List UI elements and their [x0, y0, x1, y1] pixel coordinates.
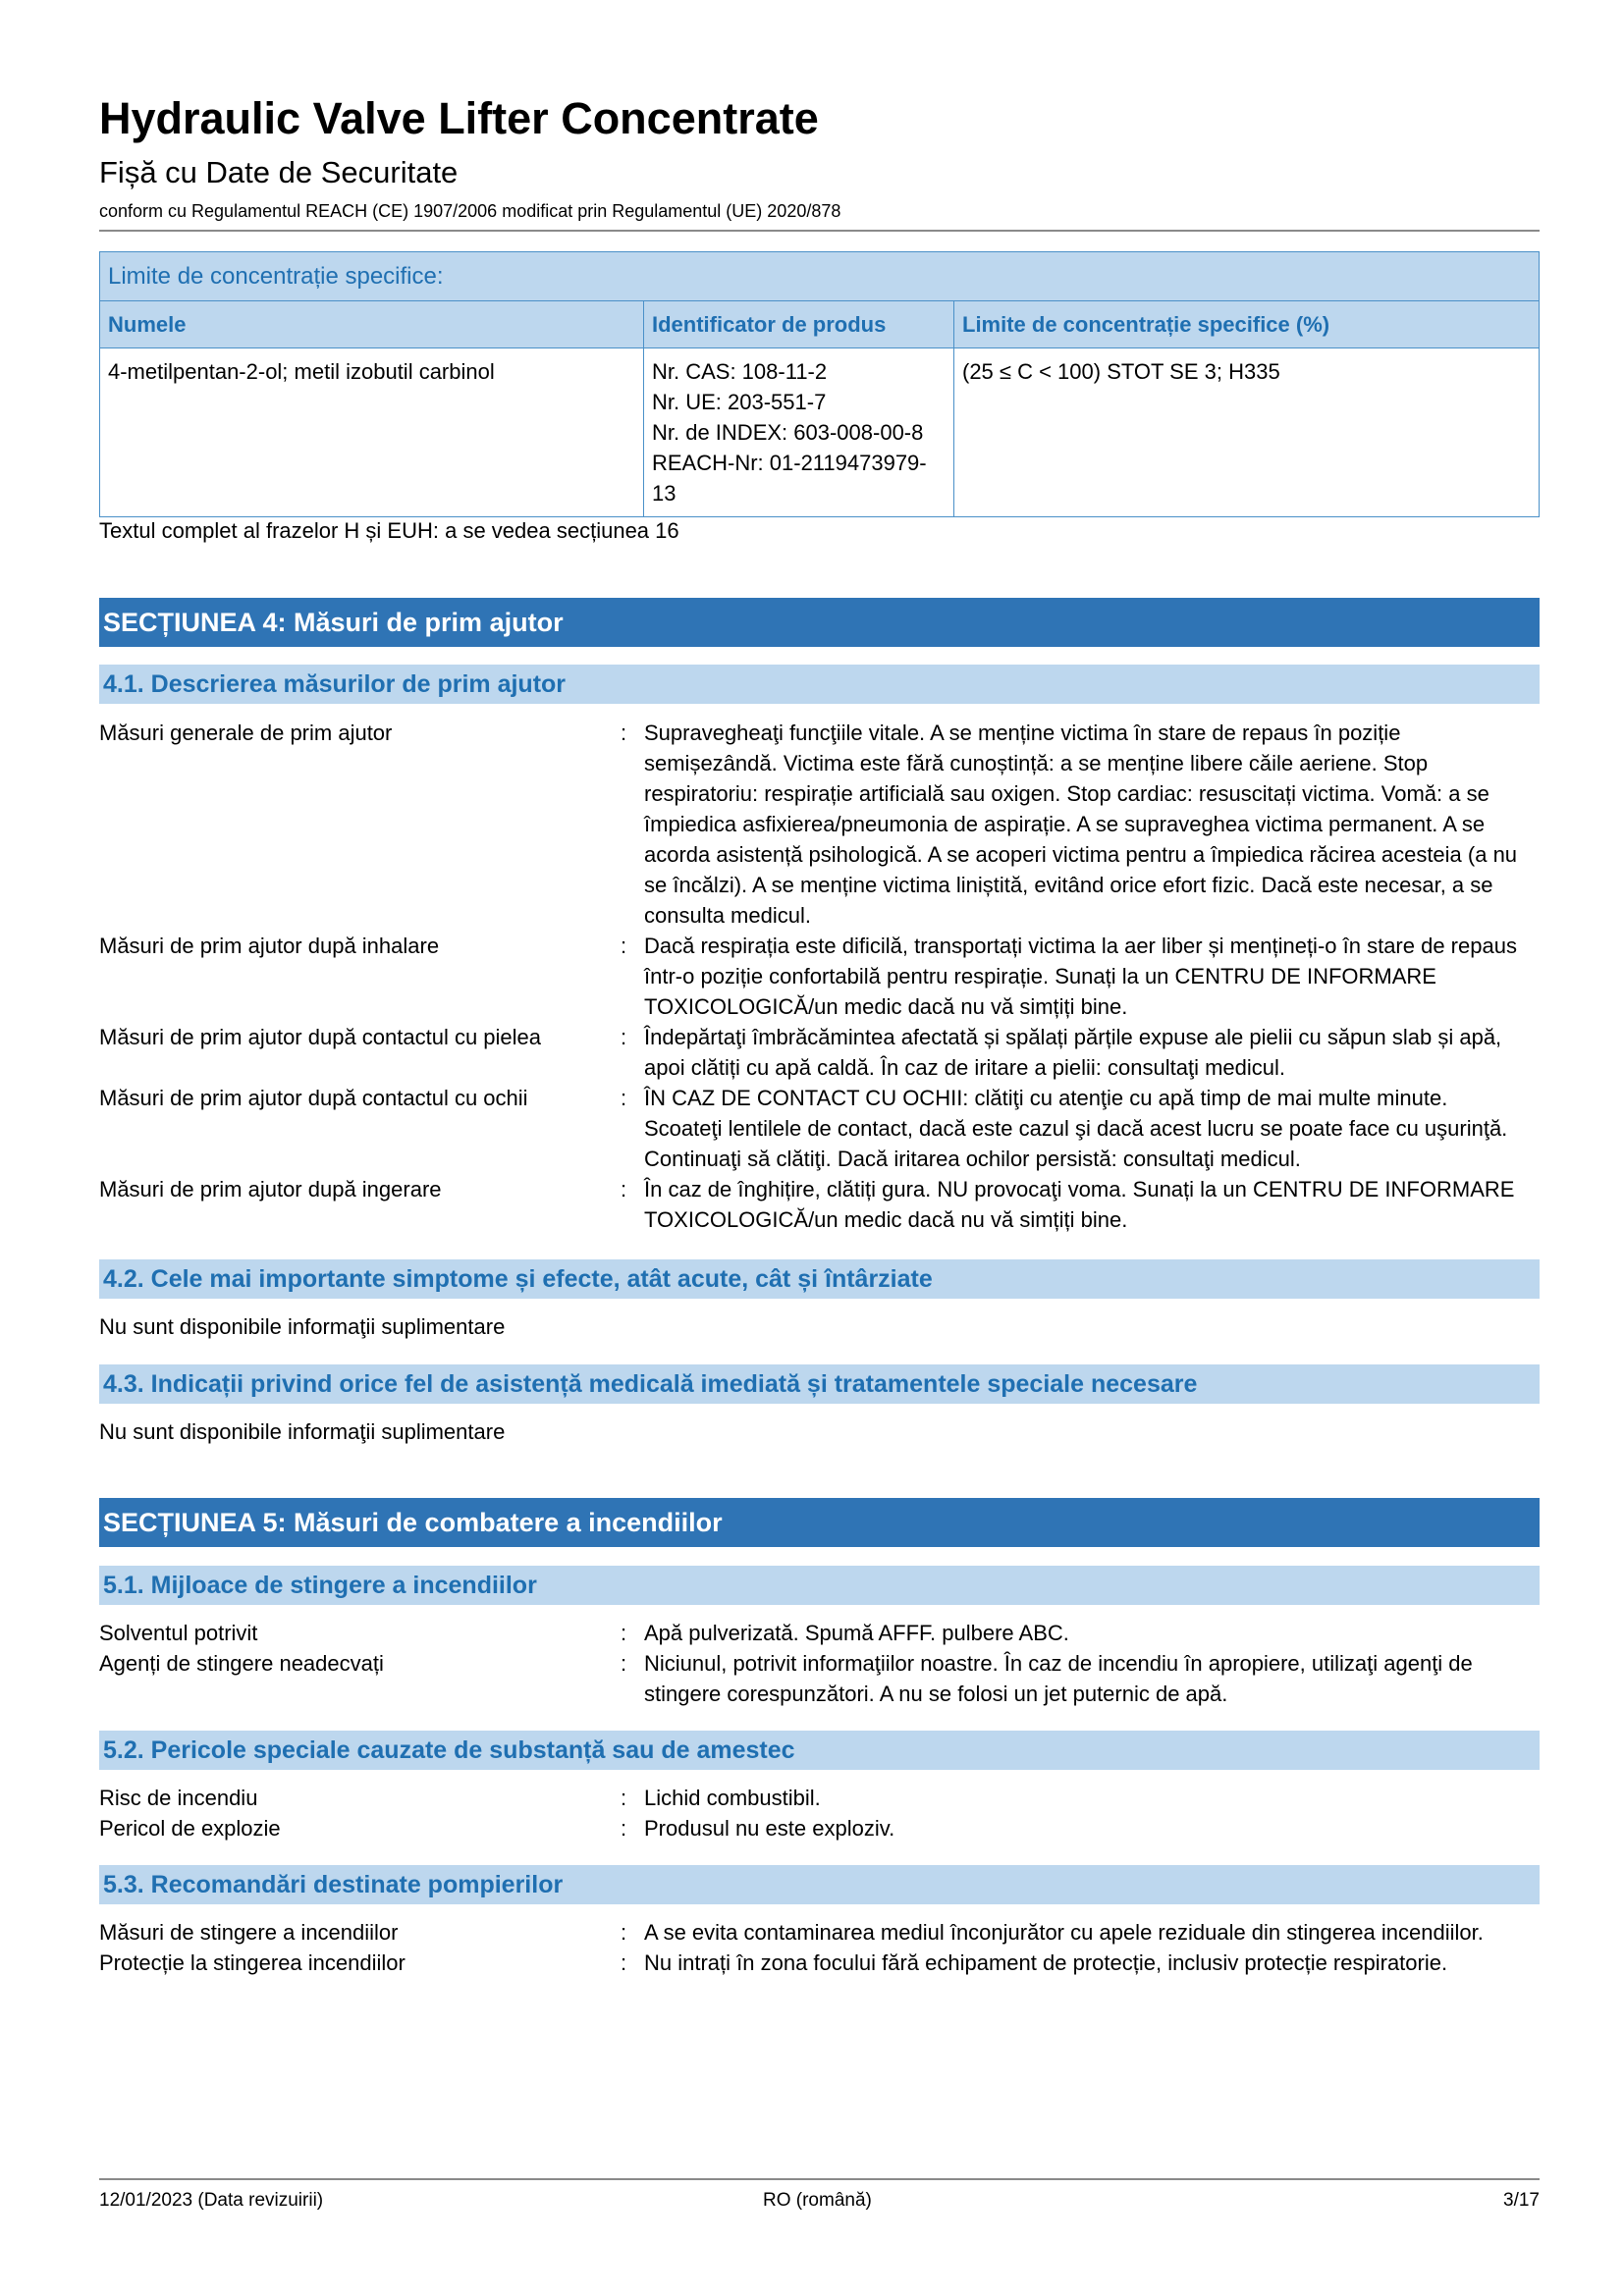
item-label: Măsuri de prim ajutor după inhalare: [99, 934, 440, 958]
subsection-4-3-heading: 4.3. Indicații privind orice fel de asistență medicală imediată și tratamentele speciale necesare: [99, 1364, 1540, 1404]
item-separator: :: [621, 1086, 627, 1110]
item-separator: :: [621, 1025, 627, 1049]
footer-language: RO (română): [763, 2190, 872, 2211]
item-value: [644, 1174, 1540, 1235]
value-line: Continuaţi să clătiţi. Dacă iritarea ochilor persistă: consultaţi medicul.: [644, 1147, 1301, 1171]
value-line: apoi clătiți cu apă caldă. În caz de iritare a pielii: consultaţi medicul.: [644, 1055, 1286, 1080]
value-line: Produsul nu este exploziv.: [644, 1816, 895, 1841]
value-line: consulta medicul.: [644, 903, 811, 928]
subsection-4-2-heading: 4.2. Cele mai importante simptome și efecte, atât acute, cât și întârziate: [99, 1259, 1540, 1299]
value-line: respiratoriu: respirație artificială sau oxigen. Stop cardiac: resuscitați victima. Vomă: a se: [644, 781, 1489, 806]
item-separator: :: [621, 1920, 627, 1945]
item-value: [644, 718, 1540, 931]
section-4-heading: SECȚIUNEA 4: Măsuri de prim ajutor: [99, 598, 1540, 647]
footer-revision-date: 12/01/2023 (Data revizuirii): [99, 2190, 324, 2211]
value-line: Supravegheaţi funcţiile vitale. A se menține victima în stare de repaus în poziție: [644, 721, 1401, 745]
item-separator: :: [621, 1621, 627, 1645]
item-value: [644, 1618, 1540, 1648]
header-divider: [99, 230, 1540, 232]
column-header-limits: Limite de concentrație specifice (%): [954, 301, 1540, 348]
ue-number: Nr. UE: 203-551-7: [652, 390, 827, 414]
concentration-limit-cell: (25 ≤ C < 100) STOT SE 3; H335: [954, 348, 1540, 517]
subsection-4-1-heading: 4.1. Descrierea măsurilor de prim ajutor: [99, 665, 1540, 704]
item-separator: :: [621, 1950, 627, 1975]
item-label: Pericol de explozie: [99, 1816, 281, 1841]
section-5-heading: SECȚIUNEA 5: Măsuri de combatere a incendiilor: [99, 1498, 1540, 1547]
value-line: TOXICOLOGICĂ/un medic dacă nu vă simțiți bine.: [644, 1207, 1128, 1232]
item-label: Solventul potrivit: [99, 1621, 258, 1645]
value-line: ÎN CAZ DE CONTACT CU OCHII: clătiţi cu atenţie cu apă timp de mai multe minute.: [644, 1086, 1448, 1110]
item-value: [644, 1948, 1540, 1978]
product-title: Hydraulic Valve Lifter Concentrate: [99, 93, 819, 143]
column-header-name: Numele: [100, 301, 644, 348]
value-line: într-o poziție confortabilă pentru respirație. Sunați la un CENTRU DE INFORMARE: [644, 964, 1436, 988]
table-caption: Limite de concentrație specifice:: [100, 252, 1540, 301]
subsection-4-3-text: Nu sunt disponibile informaţii suplimentare: [99, 1419, 506, 1444]
value-line: Niciunul, potrivit informaţiilor noastre. În caz de incendiu în apropiere, utilizaţi agenţi de: [644, 1651, 1473, 1676]
cas-number: Nr. CAS: 108-11-2: [652, 359, 828, 384]
value-line: Lichid combustibil.: [644, 1786, 821, 1810]
item-value: [644, 1083, 1540, 1174]
item-value: [644, 1022, 1540, 1083]
value-line: Îndepărtaţi îmbrăcămintea afectată și spălați părțile expuse ale pielii cu săpun slab și apă,: [644, 1025, 1502, 1049]
value-line: Scoateţi lentilele de contact, dacă este cazul şi dacă acest lucru se poate face cu uşurinţă.: [644, 1116, 1508, 1141]
value-line: Apă pulverizată. Spumă AFFF. pulbere ABC.: [644, 1621, 1069, 1645]
item-value: [644, 931, 1540, 1022]
item-label: Măsuri generale de prim ajutor: [99, 721, 393, 745]
item-separator: :: [621, 1177, 627, 1201]
footer-page-number: 3/17: [1503, 2190, 1540, 2211]
value-line: Nu intrați în zona focului fără echipament de protecție, inclusiv protecție respiratorie.: [644, 1950, 1448, 1975]
document-subtitle: Fișă cu Date de Securitate: [99, 155, 459, 189]
value-line: A se evita contaminarea mediul înconjurător cu apele reziduale din stingerea incendiilor.: [644, 1920, 1484, 1945]
item-label: Măsuri de prim ajutor după ingerare: [99, 1177, 442, 1201]
item-label: Măsuri de stingere a incendiilor: [99, 1920, 399, 1945]
item-value: [644, 1813, 1540, 1843]
item-separator: :: [621, 934, 627, 958]
item-value: [644, 1783, 1540, 1813]
concentration-limits-table: [99, 251, 1540, 517]
item-label: Protecție la stingerea incendiilor: [99, 1950, 406, 1975]
item-label: Măsuri de prim ajutor după contactul cu pielea: [99, 1025, 542, 1049]
value-line: acorda asistență psihologică. A se acoperi victima pentru a împiedica răcirea acesteia (a nu: [644, 842, 1518, 867]
item-separator: :: [621, 1651, 627, 1676]
item-separator: :: [621, 721, 627, 745]
value-line: împiedica asfixierea/pneumonia de aspirație. A se supraveghea victima permanent. A se: [644, 812, 1486, 836]
subsection-5-3-heading: 5.3. Recomandări destinate pompierilor: [99, 1865, 1540, 1904]
footer-divider: [99, 2178, 1540, 2180]
value-line: În caz de înghițire, clătiți gura. NU provocaţi voma. Sunați la un CENTRU DE INFORMARE: [644, 1177, 1515, 1201]
value-line: Dacă respirația este dificilă, transportați victima la aer liber și mențineți-o în stare de repaus: [644, 934, 1517, 958]
item-label: Măsuri de prim ajutor după contactul cu ochii: [99, 1086, 528, 1110]
subsection-4-2-text: Nu sunt disponibile informaţii suplimentare: [99, 1314, 506, 1339]
index-number: Nr. de INDEX: 603-008-00-8: [652, 420, 924, 445]
value-line: stingere corespunzători. A nu se folosi un jet puternic de apă.: [644, 1682, 1228, 1706]
reach-number-cont: 13: [652, 481, 677, 506]
value-line: se încălzi). A se menține victima liniștită, evitând orice efort fizic. Dacă este necesar, a se: [644, 873, 1493, 897]
item-value: [644, 1648, 1540, 1709]
subsection-5-1-heading: 5.1. Mijloace de stingere a incendiilor: [99, 1566, 1540, 1605]
table-footnote: Textul complet al frazelor H și EUH: a se vedea secțiunea 16: [99, 518, 679, 543]
regulation-line: conform cu Regulamentul REACH (CE) 1907/2006 modificat prin Regulamentul (UE) 2020/878: [99, 201, 841, 221]
item-value: [644, 1917, 1540, 1948]
reach-number: REACH-Nr: 01-2119473979-: [652, 451, 927, 475]
product-identifier-cell: [644, 348, 954, 517]
item-label: Agenți de stingere neadecvați: [99, 1651, 384, 1676]
value-line: TOXICOLOGICĂ/un medic dacă nu vă simțiți bine.: [644, 994, 1128, 1019]
substance-name-cell: 4-metilpentan-2-ol; metil izobutil carbinol: [100, 348, 644, 517]
value-line: semișezândă. Victima este fără cunoștință: a se menține libere căile aeriene. Stop: [644, 751, 1429, 775]
subsection-5-2-heading: 5.2. Pericole speciale cauzate de substanță sau de amestec: [99, 1731, 1540, 1770]
column-header-identifier: Identificator de produs: [644, 301, 954, 348]
item-separator: :: [621, 1786, 627, 1810]
item-label: Risc de incendiu: [99, 1786, 258, 1810]
item-separator: :: [621, 1816, 627, 1841]
table-row: [100, 348, 1540, 517]
